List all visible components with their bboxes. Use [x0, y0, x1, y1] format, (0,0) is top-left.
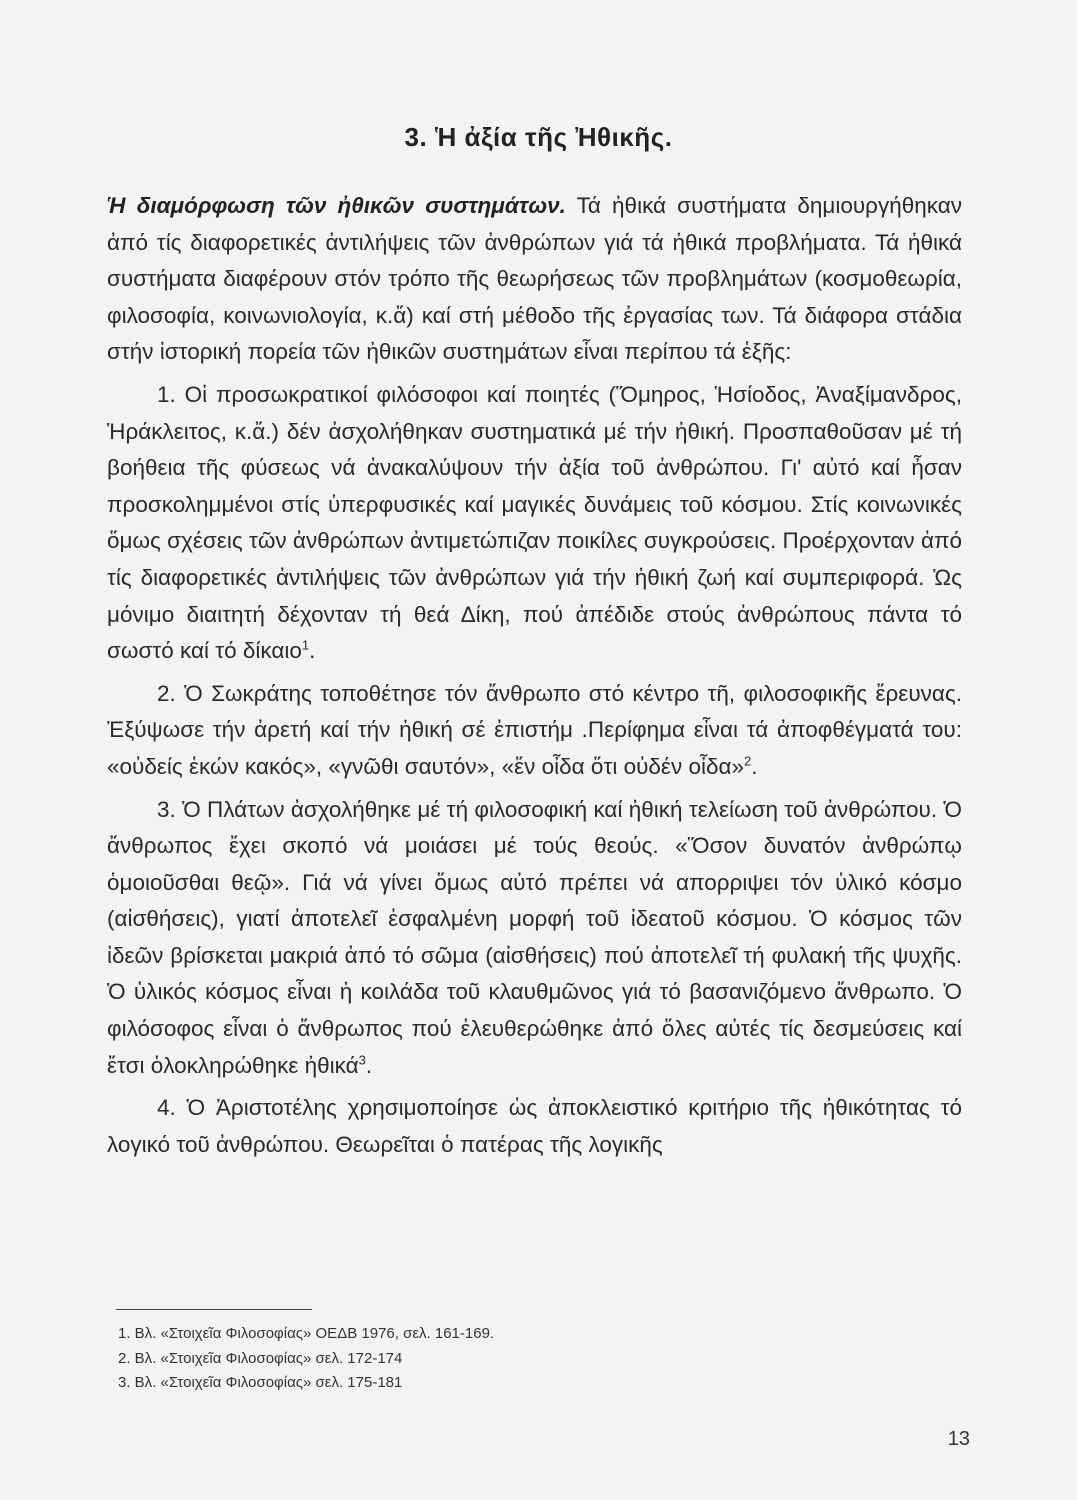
footnote: 1. Βλ. «Στοιχεῖα Φιλοσοφίας» ΟΕΔΒ 1976, σελ. 161-169.: [118, 1325, 495, 1342]
item-text: 2. Ὁ Σωκράτης τοποθέτησε τόν ἄνθρωπο στό κέντρο τῆ, φιλοσοφικῆς ἔρευνας. Ἐξύψωσε τήν ἀρετή καί τήν ἠθική σέ ἐπιστήμ .Περίφημα εἶναι τά ἀποφθέγματά του: «οὐδείς ἑκών κακός», «γνῶθι σαυτόν», «ἕν οἶδα ὅτι οὐδέν οἶδα»: [107, 680, 962, 779]
list-item: [107, 676, 962, 786]
section-body: [107, 188, 962, 1163]
footnote: 3. Βλ. «Στοιχεῖα Φιλοσοφίας» σελ. 175-181: [118, 1374, 403, 1391]
footnote-ref: 1: [301, 637, 310, 653]
footnote-ref: 2: [744, 753, 752, 769]
page-number: 13: [947, 1428, 970, 1450]
item-tail: .: [309, 638, 316, 664]
item-text: 4. Ὁ Ἀριστοτέλης χρησιμοποίησε ὡς ἀποκλειστικό κριτήριο τῆς ἠθικότητας τό λογικό τοῦ ἀνθρώπου. Θεωρεῖται ὁ πατέρας τῆς λογικῆς: [107, 1095, 962, 1157]
list-item: [107, 377, 962, 670]
section-heading: 3. Ἡ ἀξία τῆς Ἠθικῆς.: [404, 122, 673, 152]
footnote-ref: 3: [358, 1052, 366, 1068]
item-tail: .: [365, 1052, 373, 1078]
item-text: 3. Ὁ Πλάτων ἀσχολήθηκε μέ τή φιλοσοφική καί ἠθική τελείωση τοῦ ἀνθρώπου. Ὁ ἄνθρωπος ἔχει σκοπό νά μοιάσει μέ τούς θεούς. «Ὅσον δυνατόν ἀνθρώπῳ ὁμοιοῦσθαι θεῷ». Γιά νά γίνει ὅμως αὐτό πρέπει νά απορριψει τόν ὑλικό κόσμο (αἰσθήσεις), γιατί ἀποτελεῖ ἐσφαλμένη μορφή τοῦ ἰδεατοῦ κόσμου. Ὁ κόσμος τῶν ἰδεῶν βρίσκεται μακριά ἀπό τό σῶμα (αἰσθήσεις) πού ἀποτελεῖ τή φυλακή τῆς ψυχῆς. Ὁ ὑλικός κόσμος εἶναι ἡ κοιλάδα τοῦ κλαυθμῶνος γιά τό βασανιζόμενο ἄνθρωπο. Ὁ φιλόσοφος εἶναι ὁ ἄνθρωπος πού ἐλευθερώθηκε ἀπό ὅλες αὐτές τίς δεσμεύσεις καί ἔτσι ὁλοκληρώθηκε ἠθικά: [107, 796, 962, 1078]
intro-paragraph: [107, 188, 962, 371]
list-item: [107, 792, 962, 1085]
footnote: 2. Βλ. «Στοιχεῖα Φιλοσοφίας» σελ. 172-174: [118, 1349, 403, 1367]
footnotes: [118, 1322, 818, 1396]
item-text: 1. Οἱ προσωκρατικοί φιλόσοφοι καί ποιητές (Ὅμηρος, Ἡσίοδος, Ἀναξίμανδρος, Ἡράκλειτος, κ.ἄ.) δέν ἀσχολήθηκαν συστηματικά μέ τήν ἠθική. Προσπαθοῦσαν μέ τή βοήθεια τῆς φύσεως νά ἀνακαλύψουν τήν ἀξία τοῦ ἀνθρώπου. Γι' αὐτό καί ἦσαν προσκολημμένοι στίς ὑπερφυσικές καί μαγικές δυνάμεις τοῦ κόσμου. Στίς κοινωνικές ὅμως σχέσεις τῶν ἀνθρώπων ἀντιμετώπιζαν ποικίλες συγκρούσεις. Προέρχονταν ἀπό τίς διαφορετικές ἀντιλήψεις τῶν ἀνθρώπων γιά τήν ἠθική ζωή καί συμπεριφορά. Ὡς μόνιμο διαιτητή δέχονταν τή θεά Δίκη, πού ἀπέδιδε στούς ἀνθρώπους πάντα τό σωστό καί τό δίκαιο: [107, 381, 962, 664]
intro-text: Τά ἠθικά συστήματα δημιουργήθηκαν ἀπό τίς διαφορετικές ἀντιλήψεις τῶν ἀνθρώπων γιά τά ἠθικά προβλήματα. Τά ἠθικά συστήματα διαφέρουν στόν τρόπο τῆς θεωρήσεως τῶν προβλημάτων (κοσμοθεωρία, φιλοσοφία, κοινωνιολογία, κ.ἄ) καί στή μέθοδο τῆς ἐργασίας των. Τά διάφορα στάδια στήν ἱστορική πορεία τῶν ἠθικῶν συστημάτων εἶναι περίπου τά ἑξῆς:: [107, 193, 962, 365]
list-item: [107, 1090, 962, 1163]
subheading: Ἡ διαμόρφωση τῶν ἠθικῶν συστημάτων.: [107, 193, 566, 218]
item-tail: .: [751, 753, 758, 779]
footnote-divider: [116, 1309, 312, 1310]
